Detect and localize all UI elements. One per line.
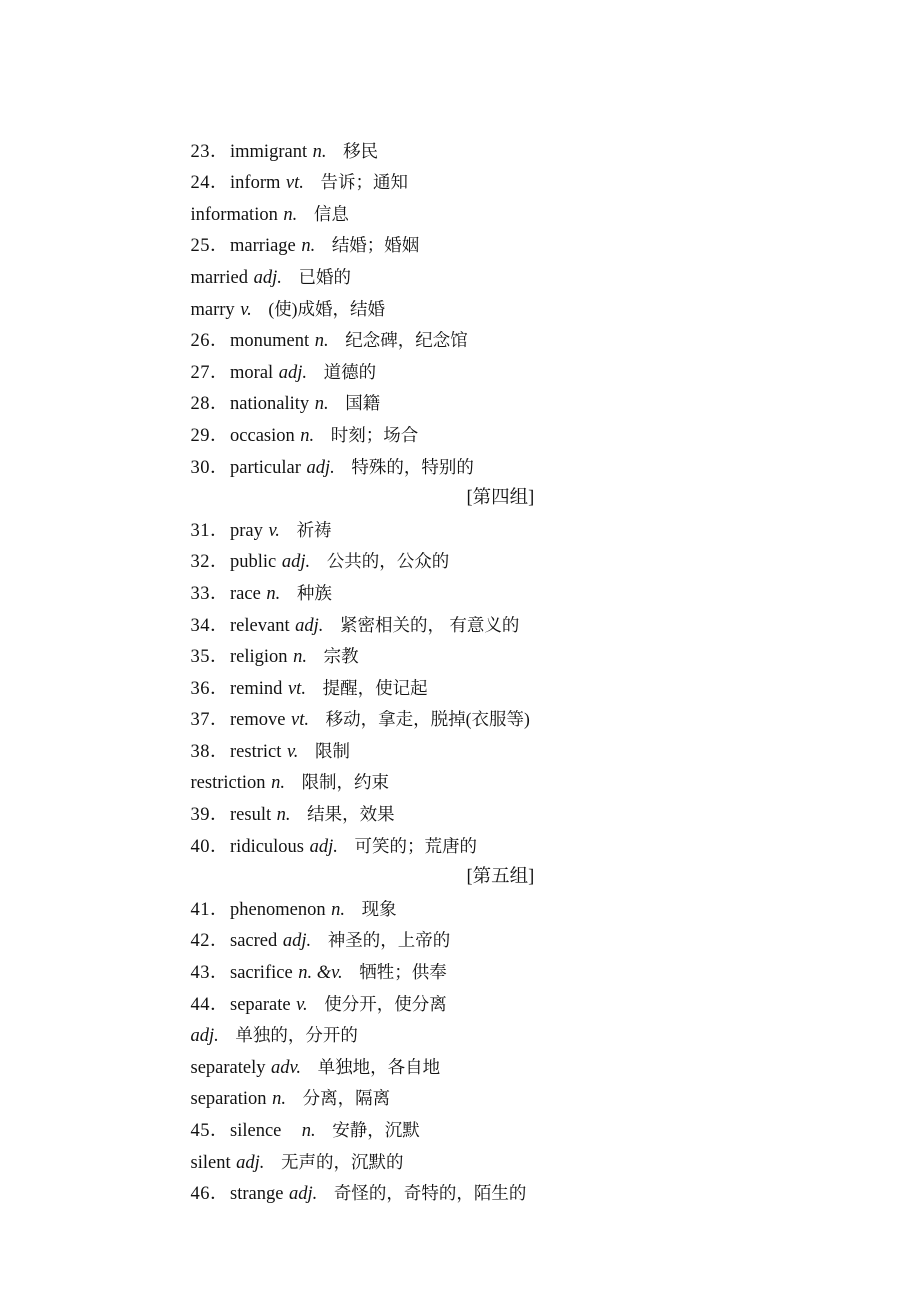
entry-number: 24． [190, 173, 230, 194]
entry-number: 26． [190, 331, 230, 352]
chinese-meaning: 限制 [315, 740, 351, 761]
part-of-speech: vt. [291, 710, 310, 731]
chinese-meaning: 可笑的；荒唐的 [354, 835, 477, 856]
entry-word: occasion [230, 425, 295, 446]
entry-word: monument [230, 331, 310, 352]
part-of-speech: v. [268, 520, 280, 541]
chinese-meaning: 单独地，各自地 [317, 1056, 441, 1077]
entry-number: 34． [190, 615, 230, 636]
entry-word: relevant [230, 615, 290, 636]
entry-number: 28． [190, 394, 230, 415]
entry-number: 45． [190, 1121, 230, 1141]
entry-word: ridiculous [230, 836, 305, 857]
chinese-meaning: 奇怪的，奇特的，陌生的 [333, 1183, 527, 1204]
entry-word: marriage [230, 236, 296, 257]
entry-number: 27． [190, 362, 230, 383]
part-of-speech: adv. [271, 1057, 302, 1078]
entry-number: 36． [190, 678, 230, 699]
entry-word: result [230, 805, 272, 826]
chinese-meaning: 无声的，沉默的 [281, 1151, 404, 1172]
part-of-speech: n. [314, 331, 329, 352]
entry-word: sacrifice [230, 963, 293, 984]
part-of-speech: v. [240, 299, 252, 320]
part-of-speech: n. [276, 805, 291, 826]
chinese-meaning: 牺牲；供奉 [359, 962, 447, 983]
group-header-label: [第五组] [466, 867, 535, 888]
entry-word: race [230, 583, 261, 604]
vocab-entry [172, 104, 860, 162]
entry-number: 41． [190, 899, 230, 920]
part-of-speech: adj. [281, 552, 311, 573]
chinese-meaning: 限制，约束 [301, 772, 390, 793]
entry-word: married [190, 267, 249, 288]
chinese-meaning: 祈祷 [296, 519, 332, 540]
entry-number: 32． [190, 552, 230, 573]
vocab-list [172, 104, 860, 1205]
entry-word: remove [230, 710, 286, 731]
part-of-speech: adj. [306, 457, 335, 478]
chinese-meaning: 紧密相关的， 有意义的 [340, 614, 520, 635]
part-of-speech: n. [331, 899, 345, 920]
entry-number: 38． [190, 741, 230, 762]
part-of-speech: adj. [236, 1152, 265, 1173]
part-of-speech: adj. [309, 836, 338, 857]
chinese-meaning: 纪念碑，纪念馆 [345, 330, 468, 351]
chinese-meaning: 神圣的，上帝的 [327, 930, 451, 951]
chinese-meaning: (使)成婚，结婚 [268, 298, 385, 319]
chinese-meaning: 种族 [296, 582, 332, 603]
entry-word: strange [230, 1184, 284, 1205]
entry-word: marry [190, 299, 235, 320]
chinese-meaning: 国籍 [345, 393, 381, 414]
entry-number: 31． [190, 520, 230, 541]
entry-number: 30． [190, 457, 230, 478]
part-of-speech: v. [286, 741, 299, 762]
part-of-speech: adj. [289, 1184, 318, 1205]
part-of-speech: n. &v. [298, 963, 343, 984]
part-of-speech: adj. [253, 267, 282, 288]
chinese-meaning: 公共的，公众的 [326, 551, 450, 572]
entry-word: phenomenon [230, 899, 326, 920]
chinese-meaning: 分离，隔离 [302, 1088, 391, 1109]
entry-word: information [190, 204, 278, 225]
chinese-meaning: 已婚的 [298, 266, 351, 287]
chinese-meaning: 使分开，使分离 [324, 993, 447, 1014]
entry-word: inform [230, 173, 281, 194]
part-of-speech: n. [301, 1121, 316, 1141]
part-of-speech: n. [272, 1089, 286, 1110]
entry-word: religion [230, 647, 288, 668]
entry-number: 40． [190, 836, 230, 857]
chinese-meaning: 信息 [313, 203, 349, 224]
part-of-speech: adj. [190, 1026, 219, 1047]
part-of-speech: adj. [295, 615, 324, 636]
entry-number: 39． [190, 805, 230, 826]
entry-number: 42． [190, 931, 230, 952]
part-of-speech: adj. [282, 931, 312, 952]
entry-number: 46． [190, 1184, 230, 1205]
entry-word: restriction [190, 773, 266, 794]
entry-word: separation [190, 1089, 267, 1110]
entry-word: separate [230, 994, 291, 1015]
entry-number: 37． [190, 710, 230, 731]
entry-number: 44． [190, 994, 230, 1015]
chinese-meaning: 提醒，使记起 [322, 677, 428, 698]
chinese-meaning: 道德的 [323, 361, 377, 382]
entry-number: 33． [190, 583, 230, 604]
part-of-speech: adj. [278, 362, 307, 383]
chinese-meaning: 结婚；婚姻 [331, 235, 420, 256]
part-of-speech: n. [301, 236, 316, 257]
entry-word: silent [190, 1152, 231, 1173]
entry-word: particular [230, 457, 301, 478]
part-of-speech: n. [312, 141, 327, 162]
entry-word: nationality [230, 394, 310, 415]
entry-word: remind [230, 678, 283, 699]
part-of-speech: n. [283, 204, 298, 225]
entry-word: sacred [230, 931, 278, 952]
entry-number: 29． [190, 425, 230, 446]
part-of-speech: n. [271, 773, 285, 794]
entry-word: moral [230, 362, 274, 383]
part-of-speech: n. [314, 394, 329, 415]
part-of-speech: n. [293, 647, 307, 668]
part-of-speech: vt. [287, 678, 306, 699]
chinese-meaning: 时刻；场合 [330, 424, 419, 445]
chinese-meaning: 现象 [361, 898, 397, 919]
entry-word: silence [230, 1121, 282, 1141]
entry-word: separately [190, 1057, 266, 1078]
part-of-speech: n. [266, 583, 281, 604]
chinese-meaning: 告诉；通知 [320, 172, 409, 193]
part-of-speech: vt. [285, 173, 304, 194]
entry-word: restrict [230, 741, 282, 762]
chinese-meaning: 安静，沉默 [332, 1120, 420, 1140]
entry-number: 35． [190, 647, 230, 668]
chinese-meaning: 结果，效果 [307, 804, 395, 825]
chinese-meaning: 移民 [343, 140, 379, 161]
entry-number: 25． [190, 236, 230, 257]
entry-word: pray [230, 520, 263, 541]
entry-word: immigrant [230, 141, 308, 162]
entry-number: 43． [190, 963, 230, 984]
part-of-speech: v. [296, 994, 308, 1015]
chinese-meaning: 移动，拿走，脱掉(衣服等) [325, 709, 530, 730]
chinese-meaning: 单独的，分开的 [235, 1025, 358, 1046]
entry-number: 23． [190, 141, 230, 162]
group-header-label: [第四组] [466, 488, 535, 509]
entry-word: public [230, 552, 277, 573]
chinese-meaning: 特殊的，特别的 [351, 456, 474, 477]
part-of-speech: n. [300, 425, 315, 446]
chinese-meaning: 宗教 [323, 646, 359, 667]
